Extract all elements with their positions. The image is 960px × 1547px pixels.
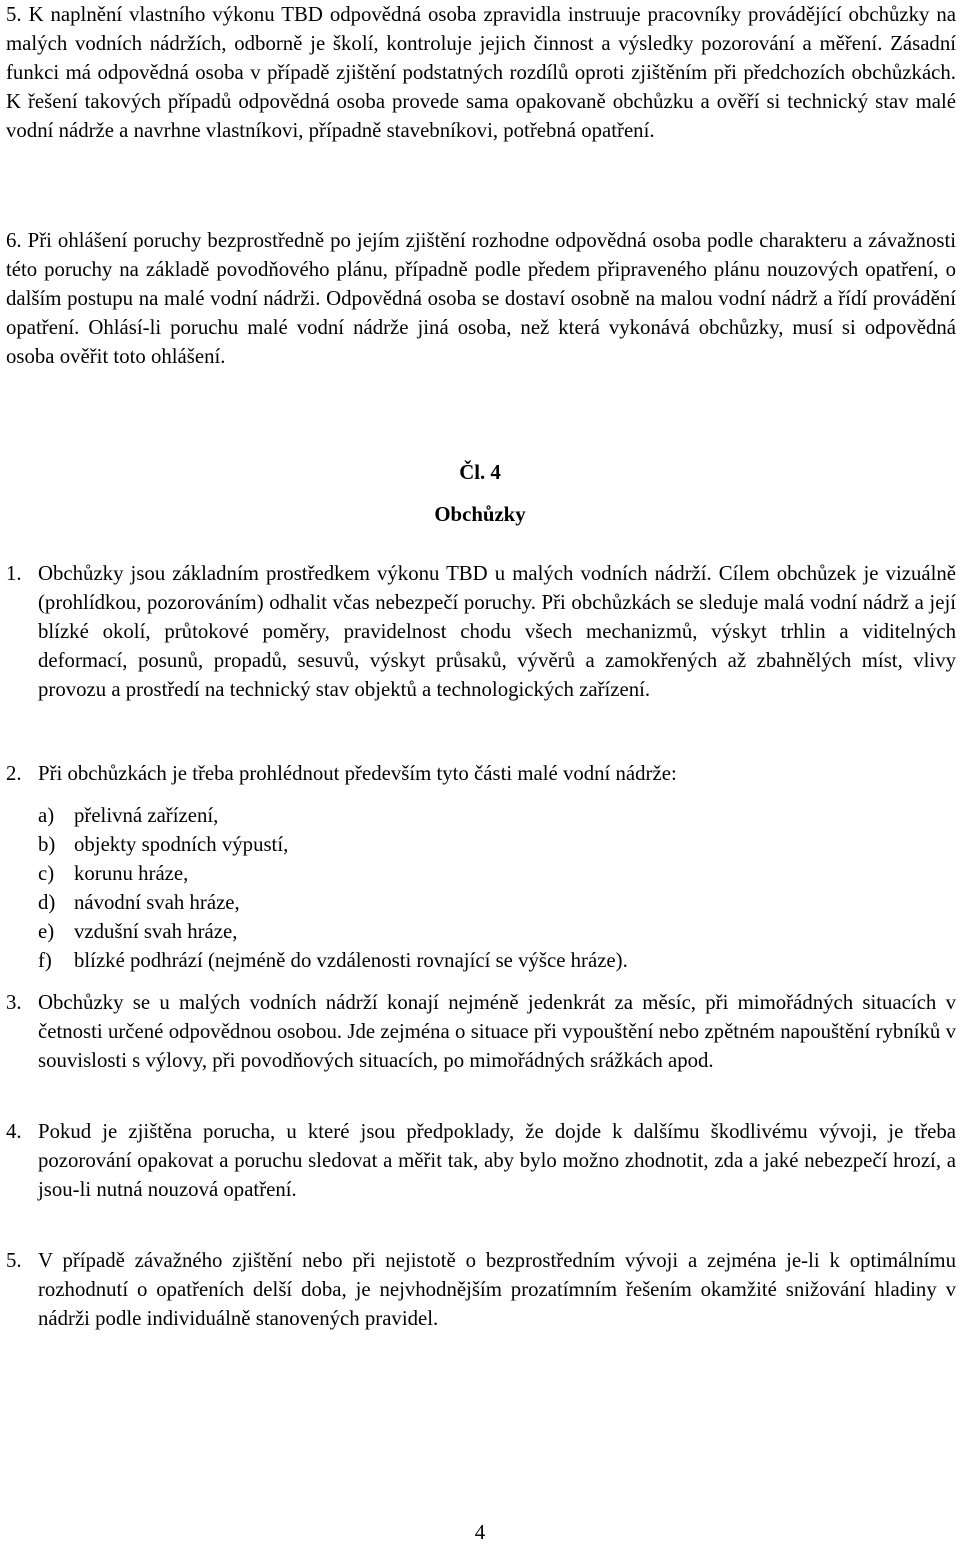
sublist-letter: f) xyxy=(38,949,52,972)
item-text: K naplnění vlastního výkonu TBD odpovědná osoba zpravidla instruuje pracovníky provádějící obchůzky na malých vodních nádržích, odborně je školí, kontroluje jejich činnost a výsledky pozorování a měření. Zásadní funkci má odpovědná osoba v případě zjištění podstatných rozdílů oproti zjištěním při předchozích obchůzkách. K řešení takových případů odpovědná osoba provede sama opakovaně obchůzku a ověří si technický stav malé vodní nádrže a navrhne vlastníkovi, případně stavebníkovi, potřebná opatření. xyxy=(6,3,956,142)
sublist-letter: c) xyxy=(38,862,55,885)
list-item-text: Obchůzky se u malých vodních nádrží konají nejméně jedenkrát za měsíc, při mimořádných situacích v četnosti určené odpovědnou osobou. Jde zejména o situace při vypouštění nebo zpětném napouštění rybníků v souvislosti s výlovy, při povodňových situacích, po mimořádných srážkách apod. xyxy=(38,991,956,1072)
paragraph-item-5-continued xyxy=(6,0,956,145)
list-item xyxy=(6,1117,956,1204)
sublist-letter: b) xyxy=(38,833,56,856)
item-number: 5. xyxy=(6,3,22,26)
item-number: 6. xyxy=(6,229,22,252)
sublist-item xyxy=(38,830,938,859)
sublist-text: korunu hráze, xyxy=(74,862,189,885)
list-item xyxy=(6,759,956,788)
article-title: Obchůzky xyxy=(434,503,526,526)
list-item-number: 4. xyxy=(6,1120,22,1143)
list-item-number: 3. xyxy=(6,991,22,1014)
item-text: Při ohlášení poruchy bezprostředně po jejím zjištění rozhodne odpovědná osoba podle charakteru a závažnosti této poruchy na základě povodňového plánu, případně podle předem připraveného plánu nouzových opatření, o dalším postupu na malé vodní nádrži. Odpovědná osoba se dostaví osobně na malou vodní nádrž a řídí provádění opatření. Ohlásí-li poruchu malé vodní nádrže jiná osoba, než která vykonává obchůzky, musí si odpovědná osoba ověřit toto ohlášení. xyxy=(6,229,957,368)
page-number: 4 xyxy=(474,1521,486,1544)
list-item xyxy=(6,1246,956,1333)
list-item-text: Pokud je zjištěna porucha, u které jsou předpoklady, že dojde k dalšímu škodlivému vývoji, je třeba pozorování opakovat a poruchu sledovat a měřit tak, aby bylo možno zhodnotit, zda a jaké nebezpečí hrozí, a jsou-li nutná nouzová opatření. xyxy=(38,1120,956,1201)
list-item-text: V případě závažného zjištění nebo při nejistotě o bezprostředním vývoji a zejména je-li k optimálnímu rozhodnutí o opatřeních delší doba, je nejvhodnějším prozatímním řešením okamžité snižování hladiny v nádrži podle individuálně stanovených pravidel. xyxy=(38,1249,956,1330)
sublist-letter: e) xyxy=(38,920,55,943)
sublist-text: přelivná zařízení, xyxy=(74,804,219,827)
list-item xyxy=(6,988,956,1075)
list-item-text: Při obchůzkách je třeba prohlédnout především tyto části malé vodní nádrže: xyxy=(38,762,677,785)
sublist-letter: d) xyxy=(38,891,56,914)
sublist-letter: a) xyxy=(38,804,55,827)
sublist-item xyxy=(38,888,938,917)
sublist-item xyxy=(38,801,938,830)
list-item-number: 1. xyxy=(6,562,22,585)
list-item-text: Obchůzky jsou základním prostředkem výkonu TBD u malých vodních nádrží. Cílem obchůzek je vizuálně (prohlídkou, pozorováním) odhalit včas nebezpečí poruchy. Při obchůzkách se sleduje malá vodní nádrž a její blízké okolí, průtokové poměry, pravidelnost chodu všech mechanizmů, výskyt trhlin a viditelných deformací, posunů, propadů, sesuvů, výskyt průsaků, vývěrů a zamokřených až zbahnělých míst, vlivy provozu a prostředí na technický stav objektů a technologických zařízení. xyxy=(38,562,956,701)
sublist-item xyxy=(38,946,938,975)
list-item-number: 5. xyxy=(6,1249,22,1272)
paragraph-item-6 xyxy=(6,226,956,371)
sublist-text: návodní svah hráze, xyxy=(74,891,240,914)
sublist-text: objekty spodních výpustí, xyxy=(74,833,289,856)
sublist-text: vzdušní svah hráze, xyxy=(74,920,238,943)
sublist-text: blízké podhrází (nejméně do vzdálenosti rovnající se výšce hráze). xyxy=(74,949,628,972)
list-item xyxy=(6,559,956,704)
sublist-item xyxy=(38,859,938,888)
sublist-item xyxy=(38,917,938,946)
article-label: Čl. 4 xyxy=(459,461,501,484)
parts-sublist xyxy=(38,801,938,975)
list-item-number: 2. xyxy=(6,762,22,785)
